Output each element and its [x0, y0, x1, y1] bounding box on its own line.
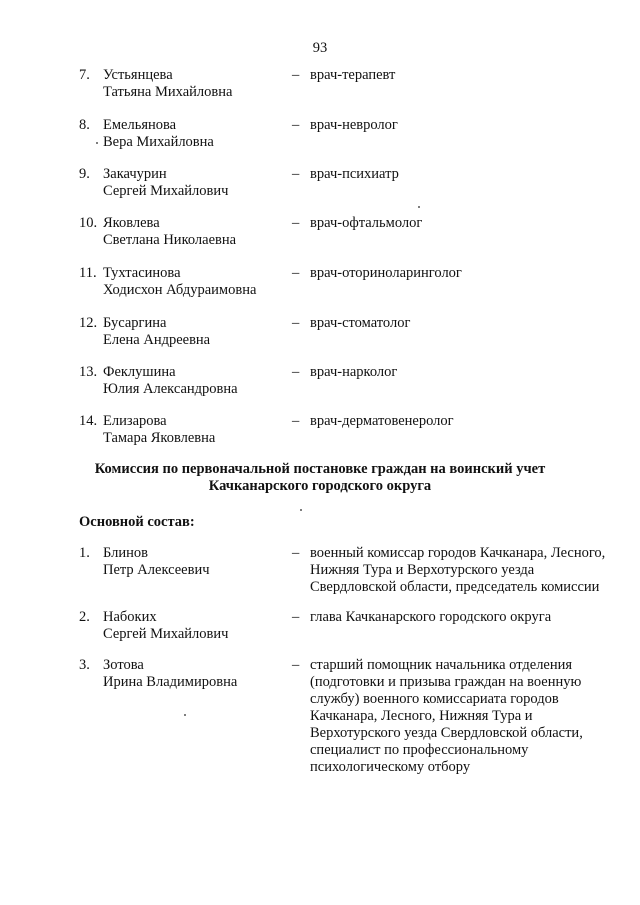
subsection-heading: Основной состав: [79, 514, 195, 530]
item-number: 1. [79, 545, 90, 561]
scan-speck [418, 206, 420, 208]
person-role: врач-оториноларинголог [310, 265, 462, 281]
dash: – [292, 67, 300, 83]
person-role: врач-невролог [310, 117, 398, 133]
person-name: Тухтасинова Ходисхон Абдураимовна [103, 265, 257, 298]
person-name: Блинов Петр Алексеевич [103, 545, 210, 578]
dash: – [292, 215, 300, 231]
scan-speck [184, 714, 186, 716]
person-name: Бусаргина Елена Андреевна [103, 315, 211, 348]
person-role: врач-психиатр [310, 166, 399, 182]
person-role: врач-терапевт [310, 67, 396, 83]
person-role: врач-нарколог [310, 364, 398, 380]
dash: – [292, 364, 300, 380]
person-name: Яковлева Светлана Николаевна [103, 215, 237, 248]
person-name: Емельянова Вера Михайловна [103, 117, 214, 150]
item-number: 10. [79, 215, 98, 231]
person-name: Феклушина Юлия Александровна [103, 364, 238, 397]
person-role: врач-дерматовенеролог [310, 413, 454, 429]
item-number: 9. [79, 166, 90, 182]
dash: – [292, 265, 300, 281]
item-number: 12. [79, 315, 98, 331]
item-number: 7. [79, 67, 90, 83]
item-number: 13. [79, 364, 98, 380]
scan-speck [96, 142, 98, 144]
item-number: 8. [79, 117, 90, 133]
section-title: Комиссия по первоначальной постановке граждан на воинский учет Качканарского городского округа [94, 461, 546, 494]
person-role: военный комиссар городов Качканара, Лесного, Нижняя Тура и Верхотурского уезда Свердловской области, председатель комиссии [310, 545, 606, 595]
person-name: Елизарова Тамара Яковлевна [103, 413, 216, 446]
person-role: врач-стоматолог [310, 315, 411, 331]
person-name: Зотова Ирина Владимировна [103, 657, 238, 690]
item-number: 3. [79, 657, 90, 673]
dash: – [292, 166, 300, 182]
item-number: 14. [79, 413, 98, 429]
dash: – [292, 545, 300, 561]
item-number: 2. [79, 609, 90, 625]
person-name: Устьянцева Татьяна Михайловна [103, 67, 233, 100]
person-name: Закачурин Сергей Михайлович [103, 166, 229, 199]
dash: – [292, 413, 300, 429]
item-number: 11. [79, 265, 97, 281]
page-number: 93 [312, 40, 328, 56]
person-role: врач-офтальмолог [310, 215, 423, 231]
person-role: старший помощник начальника отделения (подготовки и призыва граждан на военную службу) военного комиссариата городов Качканара, Лесного, Нижняя Тура и Верхотурского уезда Свердловской области, специалист по профессиональному психологическому отбору [310, 657, 583, 775]
person-role: глава Качканарского городского округа [310, 609, 552, 625]
dash: – [292, 315, 300, 331]
scan-speck [300, 509, 302, 511]
person-name: Набоких Сергей Михайлович [103, 609, 229, 642]
dash: – [292, 657, 300, 673]
dash: – [292, 117, 300, 133]
dash: – [292, 609, 300, 625]
